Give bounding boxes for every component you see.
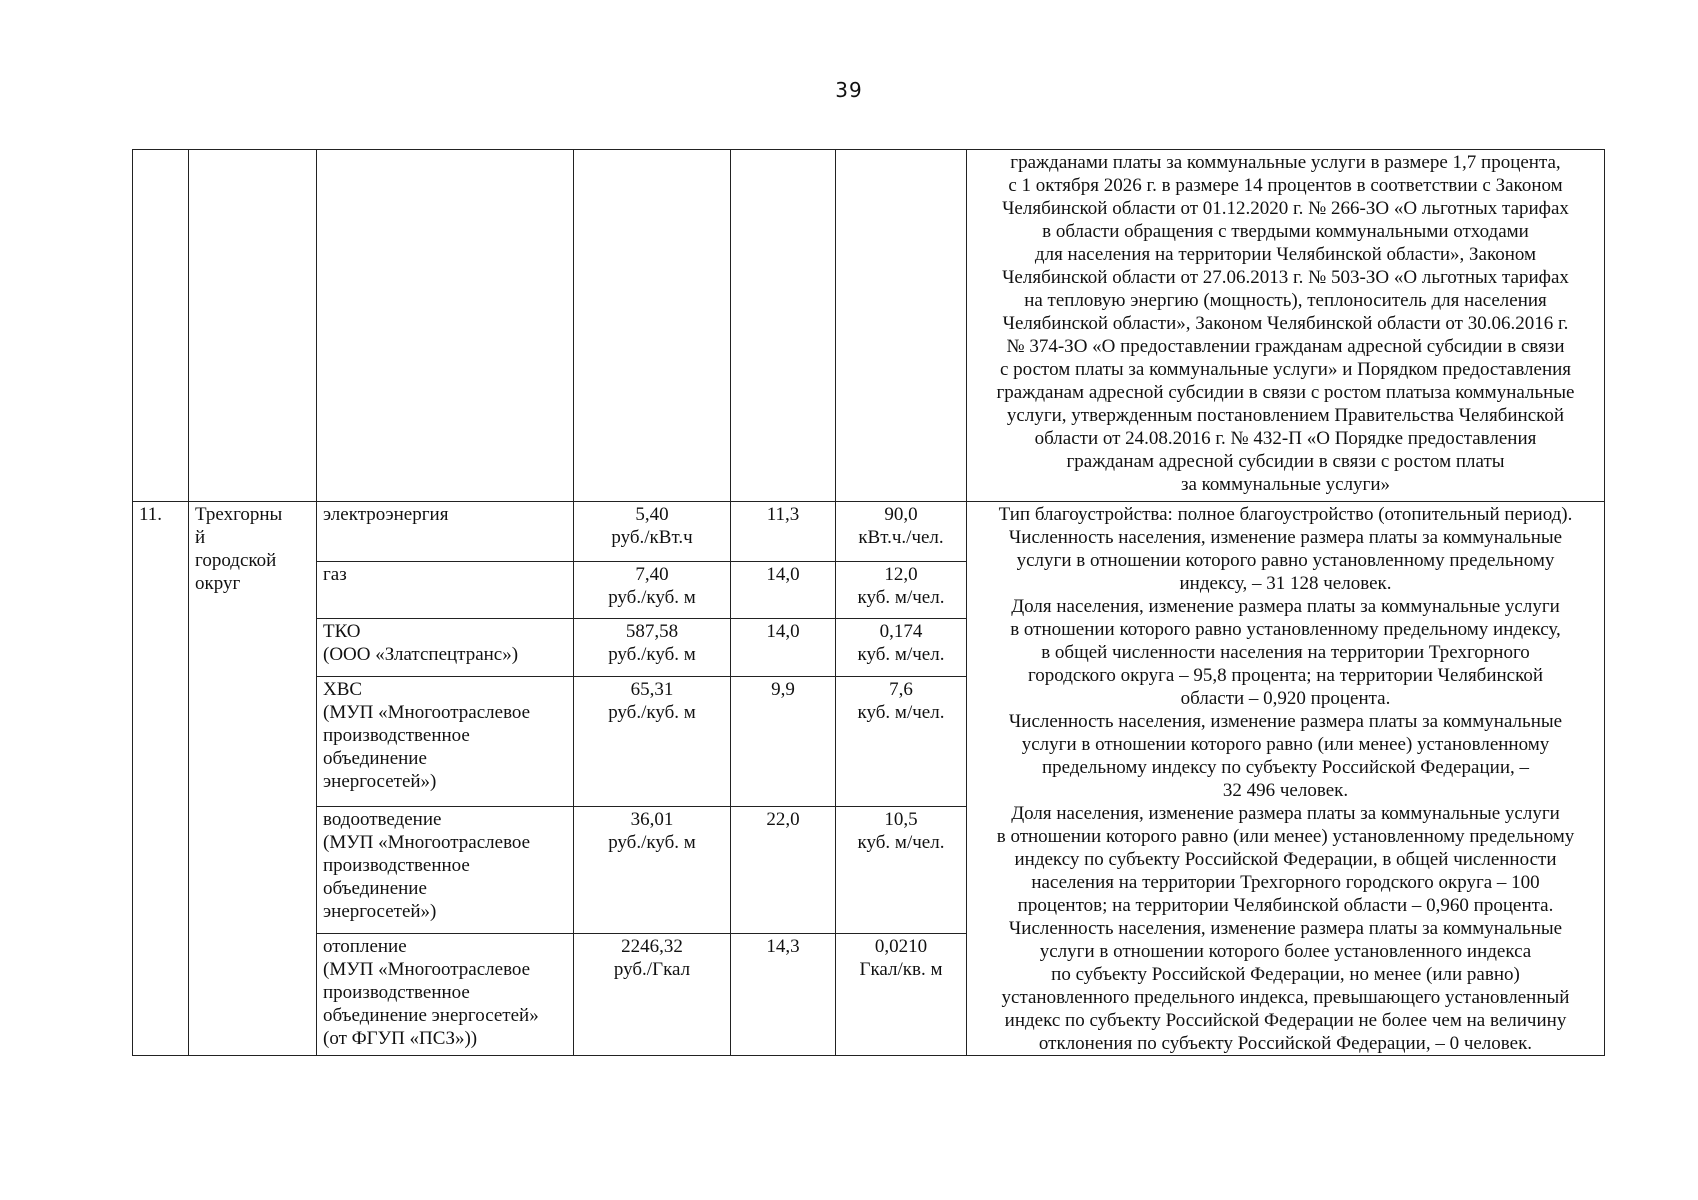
population-note-line: Численность населения, изменение размера платы за коммунальные xyxy=(1008,527,1563,548)
index-cell: 9,9 xyxy=(731,676,836,806)
population-note-line: населения на территории Трехгорного городского округа – 100 xyxy=(1031,872,1540,893)
service-name-cell xyxy=(317,934,574,1056)
tariff-line: руб./куб. м xyxy=(608,587,696,609)
norm-line: кВт.ч./чел. xyxy=(858,527,944,548)
continuation-note-line: гражданами платы за коммунальные услуги в размере 1,7 процента, xyxy=(1010,152,1561,173)
population-note-line: по субъекту Российской Федерации, но менее (или равно) xyxy=(1051,964,1520,985)
continuation-note-line: Челябинской области от 01.12.2020 г. № 266-ЗО «О льготных тарифах xyxy=(1002,198,1569,219)
service-name-line: (МУП «Многоотраслевое xyxy=(323,701,531,723)
tariff-line: 5,40 xyxy=(635,504,669,525)
municipality-line: городской xyxy=(195,550,277,571)
index-cell: 11,3 xyxy=(731,502,836,562)
tariff-line: 65,31 xyxy=(630,678,674,700)
norm-line: куб. м/чел. xyxy=(857,587,945,609)
tariff-cell xyxy=(574,562,731,619)
service-name-line: водоотведение xyxy=(323,808,442,830)
population-note-line: индексу, – 31 128 человек. xyxy=(1179,573,1392,594)
cell-municipality-empty xyxy=(189,150,317,502)
municipality-line: й xyxy=(195,527,206,548)
population-note-line: индексу по субъекту Российской Федерации, в общей численности xyxy=(1014,849,1557,870)
population-note-line: предельному индексу по субъекту Российской Федерации, – xyxy=(1041,757,1529,778)
norm-line: 0,174 xyxy=(879,621,923,643)
continuation-note-line: в области обращения с твердыми коммунальными отходами xyxy=(1042,221,1529,242)
population-note-line: в общей численности населения на территории Трехгорного xyxy=(1041,642,1530,663)
population-note-line: Доля населения, изменение размера платы за коммунальные услуги xyxy=(1011,596,1560,617)
norm-cell xyxy=(836,676,967,806)
continuation-note-line: с ростом платы за коммунальные услуги» и Порядком предоставления xyxy=(999,359,1572,380)
norm-line: 10,5 xyxy=(884,808,918,830)
service-name-line: производственное xyxy=(323,982,470,1004)
norm-line: 7,6 xyxy=(889,678,913,700)
continuation-note-line: области от 24.08.2016 г. № 432-П «О Порядке предоставления xyxy=(1034,428,1537,449)
norm-line: куб. м/чел. xyxy=(857,644,945,666)
tariff-cell xyxy=(574,806,731,934)
norm-line: 0,0210 xyxy=(874,936,928,958)
service-name-line: (от ФГУП «ПСЗ»)) xyxy=(323,1028,478,1050)
service-name-cell xyxy=(317,676,574,806)
index-cell: 14,0 xyxy=(731,619,836,676)
continuation-note-line: с 1 октября 2026 г. в размере 14 процентов в соответствии с Законом xyxy=(1008,175,1563,196)
service-name-line: электроэнергия xyxy=(323,504,449,525)
population-note-cell xyxy=(967,502,1605,1056)
population-note-line: процентов; на территории Челябинской области – 0,960 процента. xyxy=(1017,895,1554,916)
tariff-table xyxy=(132,149,1605,1056)
continuation-note-line: Челябинской области от 27.06.2013 г. № 503-ЗО «О льготных тарифах xyxy=(1002,267,1569,288)
population-note-line: 32 496 человек. xyxy=(1222,780,1349,801)
population-note-line: Тип благоустройства: полное благоустройство (отопительный период). xyxy=(998,504,1573,525)
tariff-cell xyxy=(574,934,731,1056)
continuation-note-line: за коммунальные услуги» xyxy=(1180,474,1391,495)
continuation-note-line: для населения на территории Челябинской области», Законом xyxy=(1034,244,1537,265)
service-name-line: отопление xyxy=(323,936,407,958)
service-name-line: объединение xyxy=(323,747,427,769)
service-name-line: ХВС xyxy=(323,678,363,700)
continuation-note-line: на тепловую энергию (мощность), теплоноситель для населения xyxy=(1024,290,1547,311)
service-name-cell xyxy=(317,619,574,676)
population-note-line: Численность населения, изменение размера платы за коммунальные xyxy=(1008,711,1563,732)
norm-line: куб. м/чел. xyxy=(857,831,945,853)
continuation-note-line: Челябинской области», Законом Челябинской области от 30.06.2016 г. xyxy=(1002,313,1569,334)
service-name-line: (МУП «Многоотраслевое xyxy=(323,831,531,853)
service-name-line: ТКО xyxy=(323,621,361,643)
norm-line: 12,0 xyxy=(884,564,918,586)
tariff-cell xyxy=(574,502,731,562)
tariff-line: руб./кВт.ч xyxy=(611,527,693,548)
population-note-line: услуги в отношении которого более установленного индекса xyxy=(1039,941,1532,962)
tariff-line: 36,01 xyxy=(630,808,674,830)
continuation-note-cell xyxy=(967,150,1605,502)
service-name-line: (ООО «Златспецтранс») xyxy=(323,644,519,666)
population-note-line: в отношении которого равно (или менее) установленному предельному xyxy=(996,826,1575,847)
norm-cell xyxy=(836,806,967,934)
continuation-note-line: № 374-ЗО «О предоставлении гражданам адресной субсидии в связи xyxy=(1006,336,1565,357)
index-cell: 14,3 xyxy=(731,934,836,1056)
norm-line: 90,0 xyxy=(884,504,918,525)
continuation-note-line: гражданам адресной субсидии в связи с ростом платыза коммунальные xyxy=(996,382,1575,403)
service-row xyxy=(133,502,1605,562)
service-name-line: энергосетей») xyxy=(323,900,437,922)
population-note-line: городского округа – 95,8 процента; на территории Челябинской xyxy=(1027,665,1544,686)
cell-tariff-empty xyxy=(574,150,731,502)
norm-cell xyxy=(836,502,967,562)
population-note-line: индекс по субъекту Российской Федерации не более чем на величину xyxy=(1004,1010,1567,1031)
service-name-cell xyxy=(317,562,574,619)
row-number: 11. xyxy=(133,502,189,1056)
population-note-line: услуги в отношении которого равно установленному предельному xyxy=(1016,550,1555,571)
service-name-cell xyxy=(317,502,574,562)
population-note-line: установленного предельного индекса, превышающего установленный xyxy=(1001,987,1570,1008)
population-note-line: области – 0,920 процента. xyxy=(1180,688,1391,709)
cell-index-empty xyxy=(731,150,836,502)
norm-line: куб. м/чел. xyxy=(857,701,945,723)
municipality-line: Трехгорны xyxy=(195,504,283,525)
municipality-line: округ xyxy=(195,573,241,594)
tariff-line: 587,58 xyxy=(625,621,679,643)
page-number: 39 xyxy=(835,78,863,102)
tariff-line: 2246,32 xyxy=(621,936,683,958)
index-cell: 14,0 xyxy=(731,562,836,619)
population-note-line: Численность населения, изменение размера платы за коммунальные xyxy=(1008,918,1563,939)
continuation-note-line: гражданам адресной субсидии в связи с ростом платы xyxy=(1066,451,1505,472)
tariff-line: руб./Гкал xyxy=(613,959,691,981)
service-name-line: газ xyxy=(323,564,347,586)
tariff-line: руб./куб. м xyxy=(608,831,696,853)
tariff-line: руб./куб. м xyxy=(608,701,696,723)
service-name-line: объединение xyxy=(323,877,427,899)
continuation-note-line: услуги, утвержденным постановлением Правительства Челябинской xyxy=(1006,405,1565,426)
service-name-line: производственное xyxy=(323,854,470,876)
population-note-line: отклонения по субъекту Российской Федерации, – 0 человек. xyxy=(1038,1033,1533,1054)
norm-line: Гкал/кв. м xyxy=(859,959,943,981)
population-note-line: в отношении которого равно установленному предельному индексу, xyxy=(1010,619,1561,640)
service-name-line: (МУП «Многоотраслевое xyxy=(323,959,531,981)
service-name-cell xyxy=(317,806,574,934)
norm-cell xyxy=(836,562,967,619)
index-cell: 22,0 xyxy=(731,806,836,934)
cell-number-empty xyxy=(133,150,189,502)
population-note-line: Доля населения, изменение размера платы за коммунальные услуги xyxy=(1011,803,1560,824)
cell-norm-empty xyxy=(836,150,967,502)
norm-cell xyxy=(836,619,967,676)
population-note-line: услуги в отношении которого равно (или менее) установленному xyxy=(1021,734,1550,755)
service-name-line: энергосетей») xyxy=(323,770,437,792)
tariff-cell xyxy=(574,619,731,676)
service-name-line: производственное xyxy=(323,724,470,746)
tariff-line: руб./куб. м xyxy=(608,644,696,666)
norm-cell xyxy=(836,934,967,1056)
cell-service-empty xyxy=(317,150,574,502)
service-name-line: объединение энергосетей» xyxy=(323,1005,539,1027)
continuation-row xyxy=(133,150,1605,502)
municipality-cell xyxy=(189,502,317,1056)
tariff-line: 7,40 xyxy=(635,564,669,586)
tariff-cell xyxy=(574,676,731,806)
